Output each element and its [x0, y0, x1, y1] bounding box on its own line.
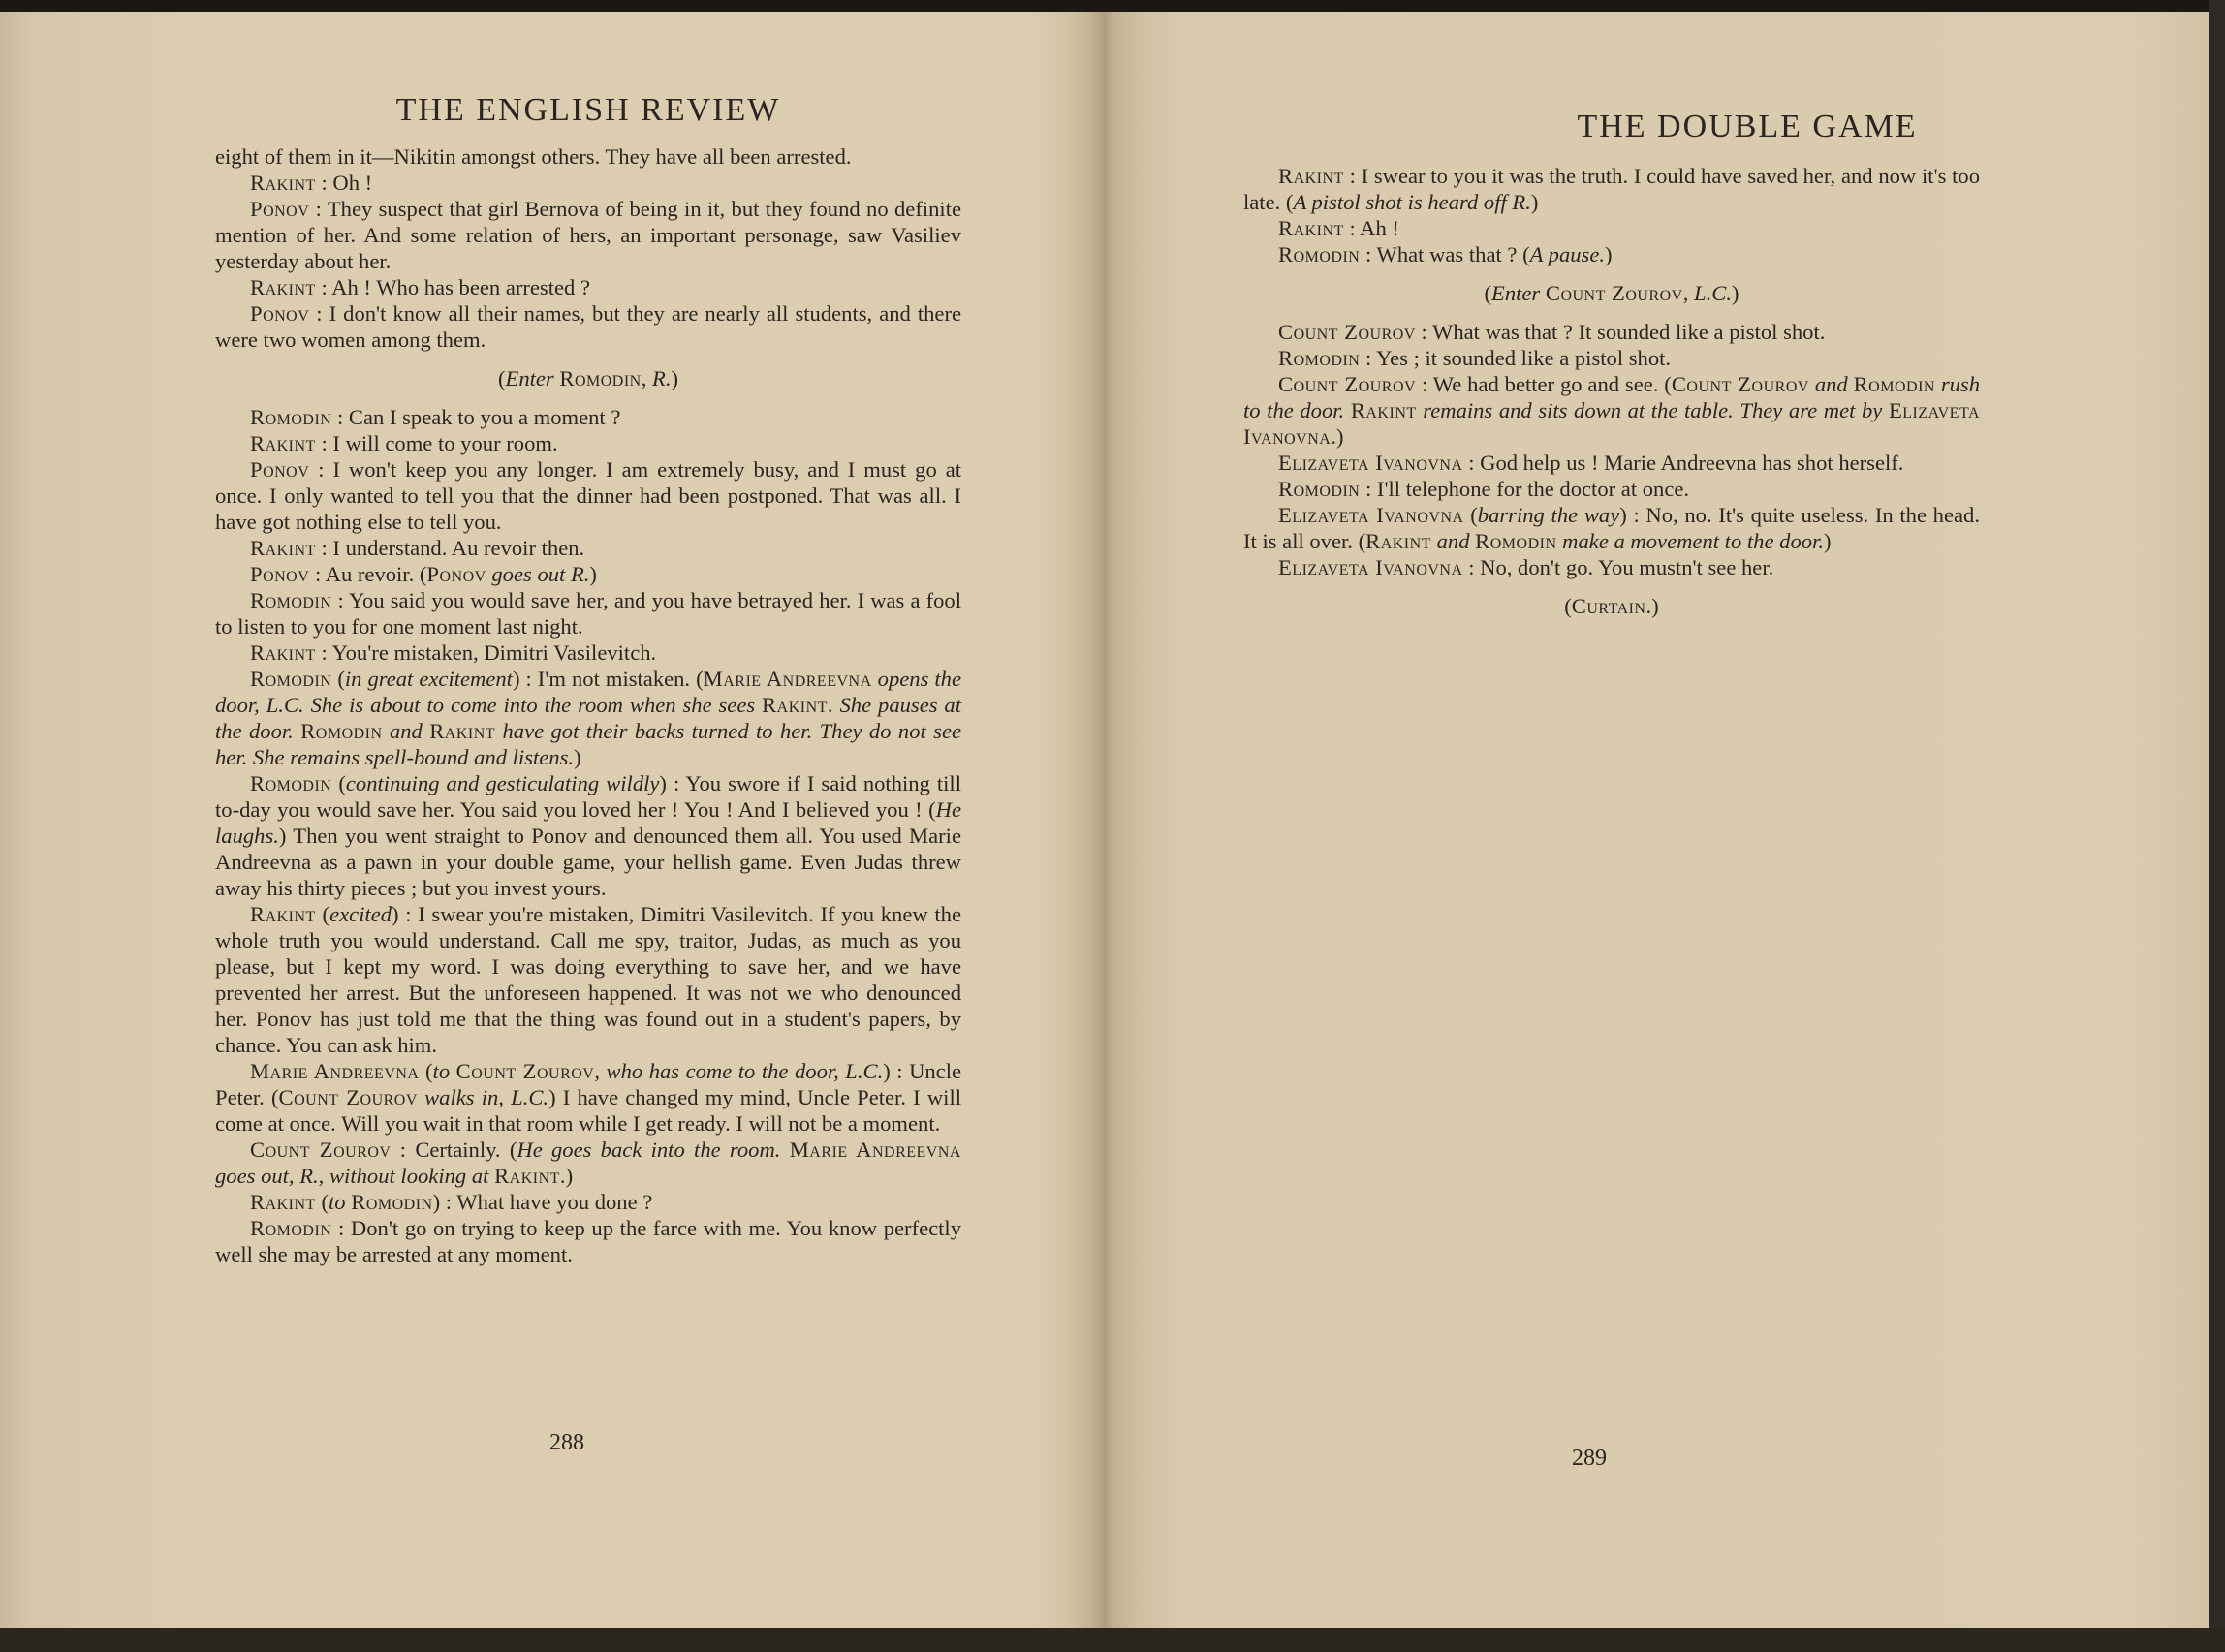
text-run: : I won't keep you any longer. I am extremely busy, and I must go at once. I only wanted to tell you that the dinner had been postponed. That was all. I have got nothing else to tell you.	[215, 457, 961, 534]
text-run: : I'll telephone for the doctor at once.	[1360, 477, 1690, 501]
dialogue-paragraph	[215, 274, 961, 300]
text-run: : No, don't go. You mustn't see her.	[1462, 555, 1774, 579]
book-spread	[0, 12, 2225, 1652]
italic-direction: continuing and gesticulating wildly	[345, 771, 660, 795]
speaker-name: Elizaveta Ivanovna	[1278, 555, 1463, 579]
scan-edge-right	[2209, 0, 2225, 1652]
italic-direction: remains and sits down at the table. They are met by	[1423, 398, 1883, 422]
text-run: .)	[1645, 594, 1659, 618]
speaker-name: Rakint	[494, 1164, 560, 1188]
text-run: : We had better go and see. (	[1416, 372, 1672, 396]
right-page	[1100, 12, 2225, 1652]
text-run: (	[419, 1059, 433, 1083]
text-run: (	[331, 667, 345, 691]
left-page	[0, 12, 1100, 1652]
italic-direction: and	[1814, 372, 1848, 396]
italic-direction: and	[1436, 529, 1470, 553]
speaker-name: Count Zourov	[1545, 281, 1683, 305]
text-run: )	[1530, 190, 1539, 214]
speaker-name: Ponov	[250, 197, 310, 221]
speaker-name: Count Zourov	[250, 1138, 392, 1162]
text-run: : What was that ? It sounded like a pistol shot.	[1415, 320, 1826, 344]
text-run: ) Then you went straight to Ponov and denounced them all. You used Marie Andreevna as a pawn in your double game, your hellish game. Even Judas threw away his thirty pieces ; but you invest yours.	[215, 824, 961, 900]
text-run: ) : I'm not mistaken. (	[512, 667, 704, 691]
text-run	[383, 719, 390, 743]
italic-direction: to	[432, 1059, 451, 1083]
dialogue-paragraph	[215, 404, 961, 430]
text-run: : What was that ? (	[1360, 242, 1530, 266]
speaker-name: Count Zourov	[278, 1085, 418, 1109]
speaker-name: Romodin	[250, 771, 332, 795]
speaker-name: Rakint	[1350, 398, 1417, 422]
dialogue-paragraph	[215, 901, 961, 1058]
italic-direction: A pause.	[1529, 242, 1606, 266]
speaker-name: Rakint	[250, 640, 316, 665]
speaker-name: Rakint	[1278, 216, 1344, 240]
dialogue-paragraph	[215, 196, 961, 274]
dialogue-paragraph	[215, 1137, 961, 1189]
speaker-name: Elizaveta Ivanovna	[1278, 451, 1463, 475]
text-run: : I swear to you it was the truth. I could have saved her, and now it's too late. (	[1243, 164, 1980, 214]
speaker-name: Romodin	[250, 667, 332, 691]
dialogue-paragraph	[215, 1058, 961, 1137]
text-run: : Ah !	[1343, 216, 1399, 240]
speaker-name: Romodin	[1278, 477, 1361, 501]
dialogue-paragraph	[215, 1215, 961, 1267]
italic-direction: Enter	[505, 366, 554, 390]
speaker-name: Count Zourov	[455, 1059, 595, 1083]
text-run	[1344, 398, 1351, 422]
text-run: (	[497, 366, 506, 390]
text-run: ) I have changed my mind, Uncle Peter. I will come at once. Will you wait in that room while I get ready. I will not be a moment.	[215, 1085, 961, 1136]
dialogue-paragraph	[1243, 371, 1980, 450]
speaker-name: Romodin	[300, 719, 383, 743]
speaker-name: Romodin	[250, 405, 332, 429]
speaker-name: Marie Andreevna	[250, 1059, 420, 1083]
text-run: : Au revoir. (	[309, 562, 427, 586]
speaker-name: Rakint	[762, 693, 828, 717]
text-run: ) : I swear you're mistaken, Dimitri Vasilevitch. If you knew the whole truth you would understand. Call me spy, traitor, Judas, as much as you please, but I kept my word. I was doing everything to save her, and we have prevented her arrest. But the unforeseen happened. It was not we who denounced her. Ponov has just told me that the thing was found out in a student's papers, by chance. You can ask him.	[215, 902, 961, 1057]
text-run: : I will come to your room.	[315, 431, 558, 455]
speaker-name: Rakint	[429, 719, 496, 743]
text-run: ,	[641, 366, 653, 390]
speaker-name: Elizaveta Ivanovna	[1243, 398, 1980, 449]
left-text-block	[215, 143, 961, 1267]
italic-direction: rush to the door.	[1243, 372, 1981, 422]
italic-direction: L.C.	[1694, 281, 1732, 305]
text-run: : Certainly. (	[391, 1138, 517, 1162]
text-run: )	[574, 745, 581, 769]
text-run: (	[1484, 281, 1492, 305]
italic-direction: walks in, L.C.	[424, 1085, 549, 1109]
speaker-name: Rakint	[250, 275, 316, 299]
dialogue-paragraph	[1243, 241, 1980, 267]
text-run: eight of them in it—Nikitin amongst others. They have all been arrested.	[215, 144, 852, 169]
text-run: )	[1731, 281, 1739, 305]
text-run: .)	[559, 1164, 574, 1188]
running-head-right: THE DOUBLE GAME	[1577, 109, 1918, 144]
speaker-name: Rakint	[1278, 164, 1344, 188]
speaker-name: Rakint	[250, 431, 316, 455]
italic-direction: goes out R.	[491, 562, 590, 586]
dialogue-paragraph	[1243, 163, 1980, 215]
dialogue-paragraph	[215, 561, 961, 587]
italic-direction: She pauses at the door.	[215, 693, 962, 743]
speaker-name: Count Zourov	[1278, 320, 1416, 344]
text-run: )	[589, 562, 597, 586]
page-number-left: 288	[549, 1430, 584, 1455]
text-run: (	[1463, 503, 1478, 527]
speaker-name: Count Zourov	[1278, 372, 1417, 396]
scan-edge-bottom	[0, 1628, 2225, 1652]
text-run: (	[1564, 594, 1572, 618]
speaker-name: Rakint	[250, 1190, 316, 1214]
dialogue-paragraph	[1243, 319, 1980, 345]
italic-direction: Enter	[1491, 281, 1541, 305]
text-run: : I don't know all their names, but they are nearly all students, and there were two women among them.	[215, 301, 961, 352]
dialogue-paragraph	[215, 639, 961, 666]
dialogue-paragraph	[215, 300, 961, 353]
text-run: )	[1605, 242, 1613, 266]
speaker-name: Rakint	[1365, 529, 1431, 553]
text-run: : Ah ! Who has been arrested ?	[315, 275, 591, 299]
italic-direction: opens the door, L.C. She is about to come into the room when she sees	[215, 667, 962, 717]
italic-direction: have got their backs turned to her. They do not see her. She remains spell-bound and listens.	[215, 719, 961, 769]
speaker-name: Romodin	[559, 366, 642, 390]
speaker-name: Romodin	[1853, 372, 1935, 396]
dialogue-paragraph	[1243, 476, 1980, 502]
speaker-name: Romodin	[1278, 242, 1361, 266]
dialogue-paragraph	[1243, 215, 1980, 241]
speaker-name: Romodin	[250, 588, 332, 612]
stage-direction	[1243, 280, 1980, 306]
speaker-name: Rakint	[250, 536, 316, 560]
dialogue-paragraph	[215, 143, 961, 170]
text-run: ) : No, no. It's quite useless. In the head. It is all over. (	[1243, 503, 1980, 553]
speaker-name: Elizaveta Ivanovna	[1278, 503, 1464, 527]
stage-direction	[215, 365, 961, 391]
text-run: ) : Uncle Peter. (	[215, 1059, 962, 1109]
dialogue-paragraph	[1243, 554, 1980, 580]
dialogue-paragraph	[215, 666, 961, 770]
text-run	[1882, 398, 1889, 422]
text-run: ) : What have you done ?	[432, 1190, 653, 1214]
text-run: ,	[1682, 281, 1695, 305]
right-text-block	[1243, 163, 1980, 632]
speaker-name: Marie Andreevna	[789, 1138, 961, 1162]
speaker-name: Ponov	[250, 457, 310, 482]
italic-direction: He goes back into the room.	[517, 1138, 781, 1162]
text-run: .	[827, 693, 840, 717]
italic-direction: R.	[652, 366, 672, 390]
text-run: )	[1823, 529, 1832, 553]
text-run: : Don't go on trying to keep up the farce with me. You know perfectly well she may be arrested at any moment.	[215, 1216, 961, 1266]
italic-direction: goes out, R., without looking at	[215, 1164, 489, 1188]
speaker-name: Romodin	[351, 1190, 433, 1214]
italic-direction: to	[329, 1190, 346, 1214]
dialogue-paragraph	[215, 1189, 961, 1215]
dialogue-paragraph	[215, 587, 961, 639]
dialogue-paragraph	[215, 170, 961, 196]
text-run: : Yes ; it sounded like a pistol shot.	[1360, 346, 1672, 370]
dialogue-paragraph	[1243, 345, 1980, 371]
speaker-name: Rakint	[250, 171, 316, 195]
text-run	[780, 1138, 789, 1162]
dialogue-paragraph	[215, 430, 961, 456]
running-head-left: THE ENGLISH REVIEW	[395, 92, 781, 128]
text-run: : I understand. Au revoir then.	[315, 536, 585, 560]
speaker-name: Ponov	[250, 301, 310, 326]
text-run: (	[315, 902, 330, 926]
speaker-name: Ponov	[250, 562, 310, 586]
italic-direction: barring the way	[1477, 503, 1620, 527]
text-run: .)	[1331, 424, 1344, 449]
text-run: : They suspect that girl Bernova of being in it, but they found no definite mention of her. And some relation of hers, an important personage, saw Vasiliev yesterday about her.	[215, 197, 961, 273]
dialogue-paragraph	[1243, 450, 1980, 476]
italic-direction: in great excitement	[344, 667, 513, 691]
speaker-name: Marie Andreevna	[703, 667, 872, 691]
text-run: : You said you would save her, and you have betrayed her. I was a fool to listen to you for one moment last night.	[215, 588, 961, 639]
text-run: : Can I speak to you a moment ?	[331, 405, 621, 429]
text-run: (	[331, 771, 346, 795]
dialogue-paragraph	[215, 770, 961, 901]
text-run: )	[671, 366, 678, 390]
italic-direction: A pistol shot is heard off R.	[1293, 190, 1531, 214]
italic-direction: and	[389, 719, 423, 743]
text-run: (	[315, 1190, 329, 1214]
page-number-right: 289	[1572, 1446, 1607, 1471]
dialogue-paragraph	[215, 456, 961, 535]
italic-direction: He laughs.	[215, 797, 961, 848]
text-run: : God help us ! Marie Andreevna has shot herself.	[1462, 451, 1904, 475]
speaker-name: Ponov	[426, 562, 486, 586]
italic-direction: who has come to the door, L.C.	[606, 1059, 884, 1083]
text-run: ) : You swore if I said nothing till to-day you would save her. You said you loved her ! You ! And I believed you ! (	[215, 771, 961, 822]
speaker-name: Romodin	[250, 1216, 332, 1240]
text-run: : You're mistaken, Dimitri Vasilevitch.	[315, 640, 657, 665]
text-run: : Oh !	[315, 171, 373, 195]
dialogue-paragraph	[215, 535, 961, 561]
speaker-name: Romodin	[1475, 529, 1557, 553]
italic-direction: excited	[329, 902, 392, 926]
stage-direction	[1243, 593, 1980, 619]
speaker-name: Curtain	[1571, 594, 1646, 618]
dialogue-paragraph	[1243, 502, 1980, 554]
speaker-name: Rakint	[250, 902, 316, 926]
speaker-name: Count Zourov	[1671, 372, 1809, 396]
text-run: ,	[594, 1059, 607, 1083]
italic-direction: make a movement to the door.	[1562, 529, 1824, 553]
speaker-name: Romodin	[1278, 346, 1361, 370]
